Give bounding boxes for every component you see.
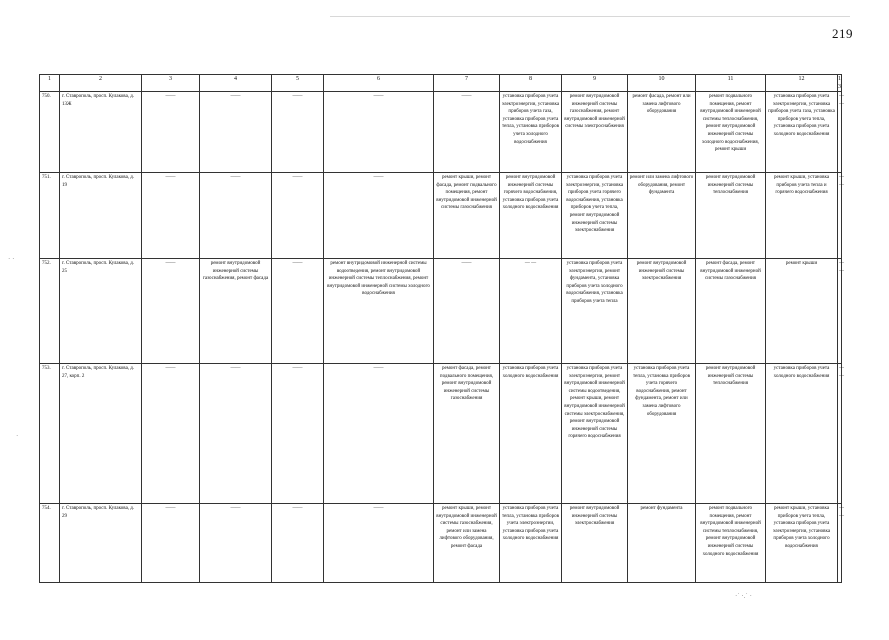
- column-number: 1: [40, 75, 60, 92]
- table-cell: ——: [200, 364, 272, 504]
- table-cell: ремонт фасада, ремонт подвального помещения, ремонт внутридомовой инженерной системы газоснабжения: [434, 364, 500, 504]
- table-cell: ——: [838, 92, 842, 173]
- column-number: 5: [272, 75, 324, 92]
- table-cell: ——: [434, 92, 500, 173]
- table-cell: ——: [142, 504, 200, 583]
- building-address: г. Ставрополь, просп. Кулакова, д. 27, корп. 2: [60, 364, 142, 504]
- table-cell: ——: [838, 259, 842, 364]
- table-cell: ——: [434, 259, 500, 364]
- table-cell: ——: [200, 92, 272, 173]
- column-number: 9: [562, 75, 628, 92]
- table-cell: ремонт внутридомовой инженерной системы теплоснабжения: [696, 364, 766, 504]
- table-cell: ——: [142, 259, 200, 364]
- table-cell: ——: [142, 364, 200, 504]
- table-cell: ——: [324, 173, 434, 259]
- table-cell: ——: [200, 504, 272, 583]
- table-cell: ——: [272, 173, 324, 259]
- table-cell: ремонт подвального помещения, ремонт внутридомовой инженерной системы теплоснабжения, ремонт внутридомовой инженерной системы холодного водоснабжения: [696, 504, 766, 583]
- table-row: [40, 173, 842, 259]
- building-address: г. Ставрополь, просп. Кулакова, д. 19: [60, 173, 142, 259]
- table-cell: ——: [272, 259, 324, 364]
- table-cell: установка приборов учета тепла, установка приборов учета электроэнергии, установка приборов учета холодного водоснабжения: [500, 504, 562, 583]
- column-number: 13: [838, 76, 841, 90]
- row-number: 754.: [40, 504, 60, 583]
- column-number-row: [40, 75, 842, 92]
- table-cell: ремонт внутридомовой инженерной системы газоснабжения, ремонт фасада: [200, 259, 272, 364]
- table-cell: ремонт или замена лифтового оборудования, ремонт фундамента: [628, 173, 696, 259]
- column-number: 10: [628, 75, 696, 92]
- table-cell: установка приборов учета холодного водоснабжения: [766, 364, 838, 504]
- page-number: 219: [832, 26, 853, 41]
- table-cell: — —: [500, 259, 562, 364]
- table-cell: ремонт внутридомовой инженерной системы газоснабжения, ремонт внутридомовой инженерной системы электроснабжения: [562, 92, 628, 173]
- table-cell: ——: [838, 504, 842, 583]
- table-cell: ——: [272, 364, 324, 504]
- column-number: 8: [500, 75, 562, 92]
- table-cell: установка приборов учета холодного водоснабжения: [500, 364, 562, 504]
- building-address: г. Ставрополь, просп. Кулакова, д. 25: [60, 259, 142, 364]
- table-cell: ——: [324, 364, 434, 504]
- row-number: 750.: [40, 92, 60, 173]
- table-cell: ——: [838, 364, 842, 504]
- table-cell: установка приборов учета электроэнергии, установка приборов учета горячего водоснабжения, установка приборов учета тепла, ремонт внутридомовой инженерной системы электроснабжения: [562, 173, 628, 259]
- table-cell: ремонт крыши, установка приборов учета тепла и горячего водоснабжения: [766, 173, 838, 259]
- table-cell: ремонт внутридомовой инженерной системы теплоснабжения: [696, 173, 766, 259]
- column-number: 12: [766, 75, 838, 92]
- table-cell: ——: [324, 504, 434, 583]
- table-row: [40, 364, 842, 504]
- column-number: 6: [324, 75, 434, 92]
- column-number: 7: [434, 75, 500, 92]
- table-cell: установка приборов учета тепла, установка приборов учета горячего водоснабжения, ремонт фундамента, ремонт или замена лифтового оборудования: [628, 364, 696, 504]
- table-cell: ремонт фасада, ремонт или замена лифтового оборудования: [628, 92, 696, 173]
- table-cell: ремонт крыши, ремонт внутридомовой инженерной системы газоснабжения, ремонт или замена лифтового оборудования, ремонт фасада: [434, 504, 500, 583]
- table-cell: установка приборов учета электроэнергии, ремонт фундамента, установка приборов учета холодного водоснабжения, установка приборов учета тепла: [562, 259, 628, 364]
- column-number: 11: [696, 75, 766, 92]
- table-cell: ——: [142, 173, 200, 259]
- scan-speck: · ·: [8, 255, 15, 263]
- table-cell: ремонт внутридомовой инженерной системы горячего водоснабжения, установка приборов учета холодного водоснабжения: [500, 173, 562, 259]
- scan-speck: ·: [16, 432, 19, 440]
- building-address: г. Ставрополь, просп. Кулакова, д. 13Ж: [60, 92, 142, 173]
- table-row: [40, 92, 842, 173]
- table-cell: ——: [272, 504, 324, 583]
- table-cell: ремонт крыши, установка приборов учета тепла, установка приборов учета электроэнергии, установка приборов учета холодного водоснабжения: [766, 504, 838, 583]
- table-cell: ремонт внутридомовой инженерной системы электроснабжения: [562, 504, 628, 583]
- table-cell: ——: [324, 92, 434, 173]
- table-cell: ремонт внутридомовой инженерной системы электроснабжения: [628, 259, 696, 364]
- row-number: 751.: [40, 173, 60, 259]
- table-cell: ремонт крыши: [766, 259, 838, 364]
- table-cell: ремонт внутридомовой инженерной системы водоотведения, ремонт внутридомовой инженерной системы теплоснабжения, ремонт внутридомовой инженерной системы холодного водоснабжения: [324, 259, 434, 364]
- table-cell: установка приборов учета электроэнергии, установка приборов учета газа, установка приборов учета тепла, установка приборов учета холодного водоснабжения: [766, 92, 838, 173]
- repair-schedule-table: [39, 74, 842, 583]
- row-number: 752.: [40, 259, 60, 364]
- column-number: 2: [60, 75, 142, 92]
- table-row: [40, 259, 842, 364]
- table-cell: ——: [272, 92, 324, 173]
- table-row: [40, 504, 842, 583]
- scan-edge-line: [330, 16, 850, 17]
- table-cell: ——: [142, 92, 200, 173]
- column-number: 4: [200, 75, 272, 92]
- scan-speck: ·˙ ·.˙ ·: [735, 592, 752, 600]
- table-cell: ——: [200, 173, 272, 259]
- table-cell: установка приборов учета электроэнергии, ремонт внутридомовой инженерной системы водоотведения, ремонт крыши, ремонт внутридомовой инженерной системы электроснабжения, ремонт внутридомовой инженерной системы горячего водоснабжения: [562, 364, 628, 504]
- table-cell: ремонт подвального помещения, ремонт внутридомовой инженерной системы теплоснабжения, ремонт внутридомовой инженерной системы холодного водоснабжения, ремонт крыши: [696, 92, 766, 173]
- table-cell: установка приборов учета электроэнергии, установка приборов учета газа, установка приборов учета тепла, установка приборов учета холодного водоснабжения: [500, 92, 562, 173]
- row-number: 753.: [40, 364, 60, 504]
- table-cell: ремонт фундамента: [628, 504, 696, 583]
- table-cell: ——: [838, 173, 842, 259]
- building-address: г. Ставрополь, просп. Кулакова, д. 29: [60, 504, 142, 583]
- table-cell: ремонт фасада, ремонт внутридомовой инженерной системы газоснабжения: [696, 259, 766, 364]
- table-cell: ремонт крыши, ремонт фасада, ремонт подвального помещения, ремонт внутридомовой инженерной системы газоснабжения: [434, 173, 500, 259]
- column-number: 3: [142, 75, 200, 92]
